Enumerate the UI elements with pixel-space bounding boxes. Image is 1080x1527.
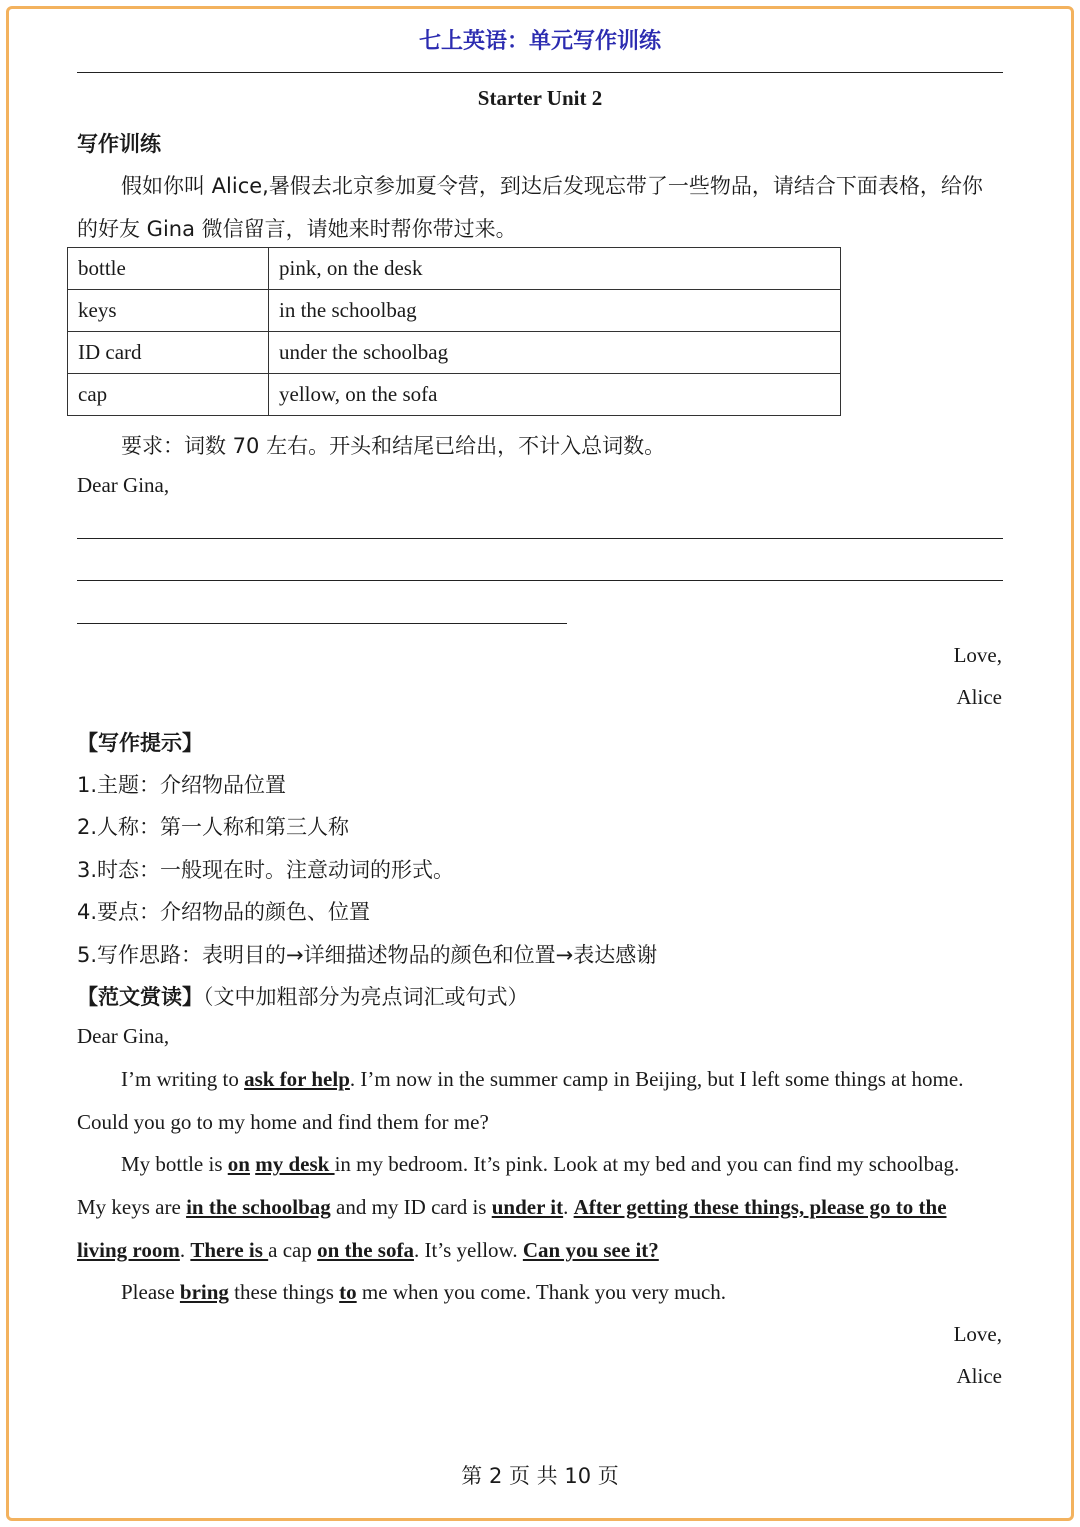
table-cell-item: ID card	[68, 332, 269, 374]
essay-text: me when you come. Thank you very much.	[356, 1280, 727, 1304]
essay-text: these things	[228, 1280, 340, 1304]
essay-text: .	[179, 1238, 191, 1262]
highlight-phrase: living room	[77, 1238, 180, 1262]
tip-item: 2.人称：第一人称和第三人称	[77, 815, 350, 839]
essay-text: and my ID card is	[330, 1195, 492, 1219]
model-title: 【范文赏读】	[77, 985, 203, 1009]
tip-item: 4.要点：介绍物品的颜色、位置	[77, 900, 371, 924]
model-paragraph-2-line-2	[77, 1195, 947, 1220]
highlight-phrase: After getting these things, please go to the	[573, 1195, 947, 1219]
header-title: 七上英语：单元写作训练	[418, 29, 661, 54]
page-footer: 第 2 页 共 10 页	[461, 1464, 619, 1488]
highlight-phrase: my desk	[255, 1152, 335, 1176]
highlight-phrase: on	[227, 1152, 250, 1176]
letter-closing: Love,	[953, 643, 1002, 667]
answer-line-2	[77, 580, 1003, 581]
essay-text: I’m writing to	[121, 1067, 245, 1091]
table-cell-item: bottle	[68, 248, 269, 290]
table-cell-detail: under the schoolbag	[269, 332, 841, 374]
unit-title: Starter Unit 2	[477, 86, 603, 110]
model-header	[77, 981, 529, 1011]
requirement-text: 要求：词数 70 左右。开头和结尾已给出，不计入总词数。	[121, 434, 666, 458]
letter-greeting: Dear Gina,	[77, 473, 170, 497]
model-paragraph-2-line-3	[77, 1238, 659, 1263]
prompt-line-1: 假如你叫 Alice,暑假去北京参加夏令营，到达后发现忘带了一些物品，请结合下面表格，给你	[121, 174, 983, 198]
model-paragraph-3	[121, 1280, 726, 1305]
highlight-phrase: under it	[491, 1195, 564, 1219]
essay-text: in my bedroom. It’s pink. Look at my bed and you can find my schoolbag.	[334, 1152, 960, 1176]
table-cell-detail: in the schoolbag	[269, 290, 841, 332]
essay-text: . I’m now in the summer camp in Beijing, but I left some things at home.	[349, 1067, 964, 1091]
model-paragraph-2	[121, 1152, 959, 1177]
highlight-phrase: ask for help	[244, 1067, 350, 1091]
model-closing: Love,	[953, 1322, 1002, 1346]
highlight-phrase: to	[339, 1280, 357, 1304]
model-note: （文中加粗部分为亮点词汇或句式）	[203, 985, 529, 1009]
header-rule	[77, 72, 1003, 73]
table-row	[68, 248, 841, 290]
essay-text: a cap	[268, 1238, 318, 1262]
essay-text: My keys are	[77, 1195, 187, 1219]
highlight-phrase: There is	[190, 1238, 269, 1262]
model-paragraph-1-line-2: Could you go to my home and find them for me?	[77, 1110, 489, 1134]
items-table	[67, 247, 841, 416]
highlight-phrase: Can you see it?	[522, 1238, 659, 1262]
table-cell-detail: pink, on the desk	[269, 248, 841, 290]
model-signature: Alice	[956, 1364, 1002, 1388]
essay-text: . It’s yellow.	[413, 1238, 523, 1262]
table-cell-detail: yellow, on the sofa	[269, 374, 841, 416]
answer-line-1	[77, 538, 1003, 539]
highlight-phrase: in the schoolbag	[186, 1195, 331, 1219]
section-label-writing: 写作训练	[77, 132, 161, 156]
answer-line-3	[77, 623, 567, 624]
tip-item: 3.时态：一般现在时。注意动词的形式。	[77, 858, 455, 882]
table-row	[68, 290, 841, 332]
table-cell-item: keys	[68, 290, 269, 332]
tips-title: 【写作提示】	[77, 731, 203, 755]
prompt-line-2: 的好友 Gina 微信留言，请她来时帮你带过来。	[77, 217, 517, 241]
tip-item: 5.写作思路：表明目的→详细描述物品的颜色和位置→表达感谢	[77, 943, 658, 967]
letter-signature: Alice	[956, 685, 1002, 709]
table-cell-item: cap	[68, 374, 269, 416]
tip-item: 1.主题：介绍物品位置	[77, 773, 287, 797]
highlight-phrase: on the sofa	[317, 1238, 414, 1262]
highlight-phrase: bring	[179, 1280, 229, 1304]
model-paragraph-1	[121, 1067, 963, 1092]
table-row	[68, 332, 841, 374]
table-row	[68, 374, 841, 416]
essay-text: My bottle is	[121, 1152, 228, 1176]
model-greeting: Dear Gina,	[77, 1024, 170, 1048]
essay-text: .	[563, 1195, 574, 1219]
essay-text: Please	[121, 1280, 180, 1304]
